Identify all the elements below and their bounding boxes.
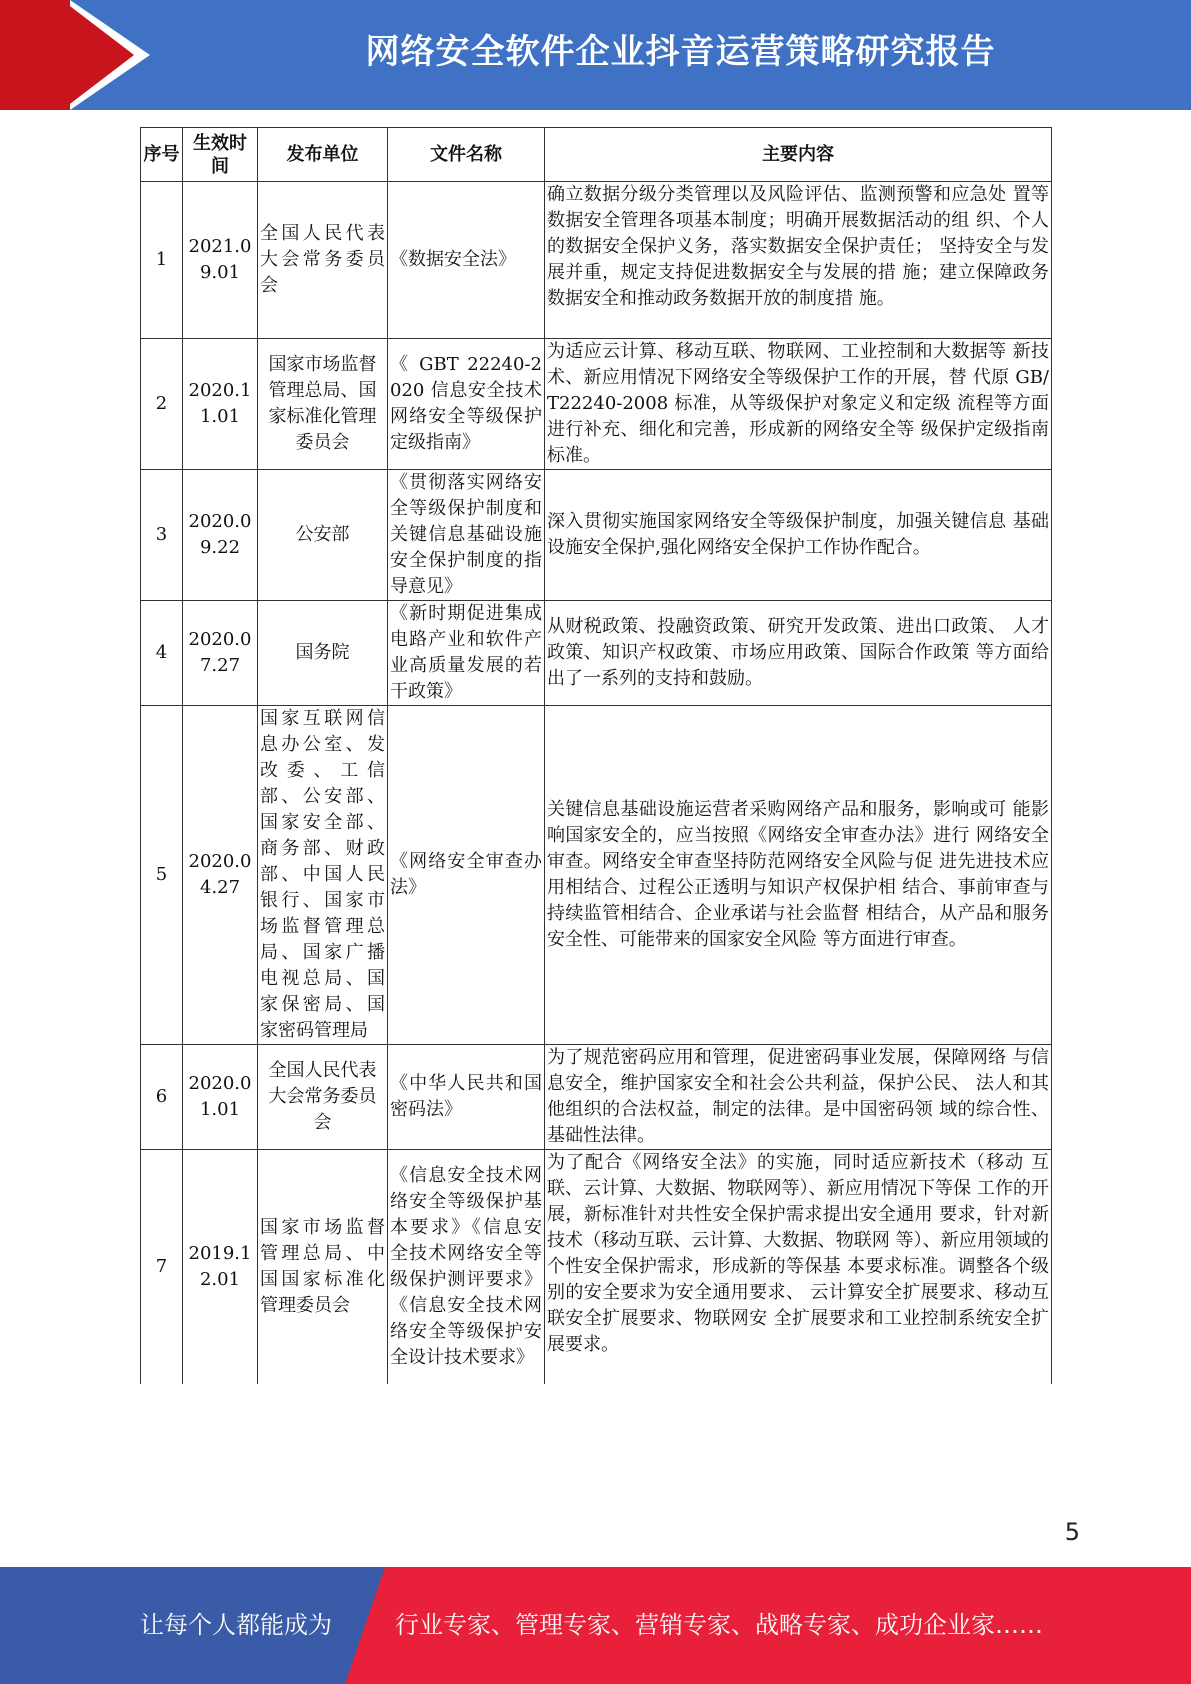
cell-no: 3 — [141, 470, 183, 601]
cell-doc: 《信息安全技术网络安全等级保护基本要求》《信息安全技术网络安全等级保护测评要求》《信息安全技术网络安全等级保护安全设计技术要求》 — [388, 1150, 545, 1384]
report-title: 网络安全软件企业抖音运营策略研究报告 — [365, 32, 996, 72]
column-header-issuer: 发布单位 — [258, 128, 388, 182]
cell-issuer: 公安部 — [258, 470, 388, 601]
cell-doc: 《数据安全法》 — [388, 182, 545, 339]
cell-issuer: 全国人民代表大会常务委员会 — [258, 1045, 388, 1150]
cell-no: 4 — [141, 601, 183, 706]
cell-content: 确立数据分级分类管理以及风险评估、监测预警和应急处 置等数据安全管理各项基本制度；明确开展数据活动的组 织、个人的数据安全保护义务，落实数据安全保护责任； 坚持安全与发展并重，规定支持促进数据安全与发展的措 施；建立保障政务数据安全和推动政务数据开放的制度措 施。 — [545, 182, 1052, 339]
cell-content: 为了规范密码应用和管理，促进密码事业发展，保障网络 与信息安全，维护国家安全和社会公共利益，保护公民、 法人和其他组织的合法权益，制定的法律。是中国密码领 域的综合性、基础性法律。 — [545, 1045, 1052, 1150]
cell-no: 1 — [141, 182, 183, 339]
table-row — [141, 339, 1052, 470]
cell-doc: 《新时期促进集成电路产业和软件产业高质量发展的若干政策》 — [388, 601, 545, 706]
footer-banner — [0, 1567, 1191, 1684]
cell-doc: 《 GBT 22240-2020 信息安全技术网络安全等级保护定级指南》 — [388, 339, 545, 470]
cell-date: 2019.12.01 — [183, 1150, 258, 1384]
cell-date: 2020.09.22 — [183, 470, 258, 601]
cell-issuer: 国家市场监督管理总局、中国国家标准化管理委员会 — [258, 1150, 388, 1384]
cell-content: 深入贯彻实施国家网络安全等级保护制度，加强关键信息 基础设施安全保护,强化网络安全保护工作协作配合。 — [545, 470, 1052, 601]
page-number: 5 — [1064, 1518, 1080, 1546]
policy-table — [140, 127, 1052, 1384]
cell-date: 2021.09.01 — [183, 182, 258, 339]
cell-issuer: 国家互联网信息办公室、发改委、工信部、公安部、国家安全部、商务部、财政部、中国人民银行、国家市场监督管理总局、国家广播电视总局、国家保密局、国家密码管理局 — [258, 706, 388, 1045]
cell-doc: 《网络安全审查办法》 — [388, 706, 545, 1045]
header-banner — [0, 0, 1191, 110]
cell-content: 为适应云计算、移动互联、物联网、工业控制和大数据等 新技术、新应用情况下网络安全等级保护工作的开展，替 代原 GB/T22240-2008 标准，从等级保护对象定义和定级 流程等方面进行补充、细化和完善，形成新的网络安全等 级保护定级指南标准。 — [545, 339, 1052, 470]
footer-slogan-right: 行业专家、管理专家、营销专家、战略专家、成功企业家…… — [395, 1611, 1043, 1639]
cell-date: 2020.07.27 — [183, 601, 258, 706]
footer-slogan-left: 让每个人都能成为 — [140, 1611, 332, 1639]
cell-date: 2020.01.01 — [183, 1045, 258, 1150]
cell-no: 5 — [141, 706, 183, 1045]
column-header-doc: 文件名称 — [388, 128, 545, 182]
cell-doc: 《贯彻落实网络安全等级保护制度和关键信息基础设施安全保护制度的指导意见》 — [388, 470, 545, 601]
cell-date: 2020.11.01 — [183, 339, 258, 470]
header-arrow — [62, 0, 134, 110]
column-header-content: 主要内容 — [545, 128, 1052, 182]
policy-table-container — [140, 127, 1051, 1384]
table-row — [141, 601, 1052, 706]
table-row — [141, 1045, 1052, 1150]
header-red-block — [0, 0, 70, 110]
cell-issuer: 国家市场监督管理总局、国家标准化管理委员会 — [258, 339, 388, 470]
cell-content: 为了配合《网络安全法》的实施，同时适应新技术（移动 互联、云计算、大数据、物联网等）、新应用情况下等保 工作的开展，新标准针对共性安全保护需求提出安全通用 要求，针对新技术（移动互联、云计算、大数据、物联网 等）、新应用领域的个性安全保护需求，形成新的等保基 本要求标准。调整各个级别的安全要求为安全通用要求、 云计算安全扩展要求、移动互联安全扩展要求、物联网安 全扩展要求和工业控制系统安全扩展要求。 — [545, 1150, 1052, 1384]
column-header-no: 序号 — [141, 128, 183, 182]
cell-content: 从财税政策、投融资政策、研究开发政策、进出口政策、 人才政策、知识产权政策、市场应用政策、国际合作政策 等方面给出了一系列的支持和鼓励。 — [545, 601, 1052, 706]
column-header-date: 生效时间 — [183, 128, 258, 182]
footer-slant — [345, 1567, 385, 1684]
cell-no: 7 — [141, 1150, 183, 1384]
table-header-row — [141, 128, 1052, 182]
cell-date: 2020.04.27 — [183, 706, 258, 1045]
cell-content: 关键信息基础设施运营者采购网络产品和服务，影响或可 能影响国家安全的，应当按照《网络安全审查办法》进行 网络安全审查。网络安全审查坚持防范网络安全风险与促 进先进技术应用相结合、过程公正透明与知识产权保护相 结合、事前审查与持续监管相结合、企业承诺与社会监督 相结合，从产品和服务安全性、可能带来的国家安全风险 等方面进行审查。 — [545, 706, 1052, 1045]
cell-issuer: 国务院 — [258, 601, 388, 706]
cell-no: 2 — [141, 339, 183, 470]
table-row — [141, 1150, 1052, 1384]
cell-doc: 《中华人民共和国密码法》 — [388, 1045, 545, 1150]
table-row — [141, 470, 1052, 601]
table-row — [141, 706, 1052, 1045]
table-row — [141, 182, 1052, 339]
cell-no: 6 — [141, 1045, 183, 1150]
cell-issuer: 全国人民代表大会常务委员会 — [258, 182, 388, 339]
